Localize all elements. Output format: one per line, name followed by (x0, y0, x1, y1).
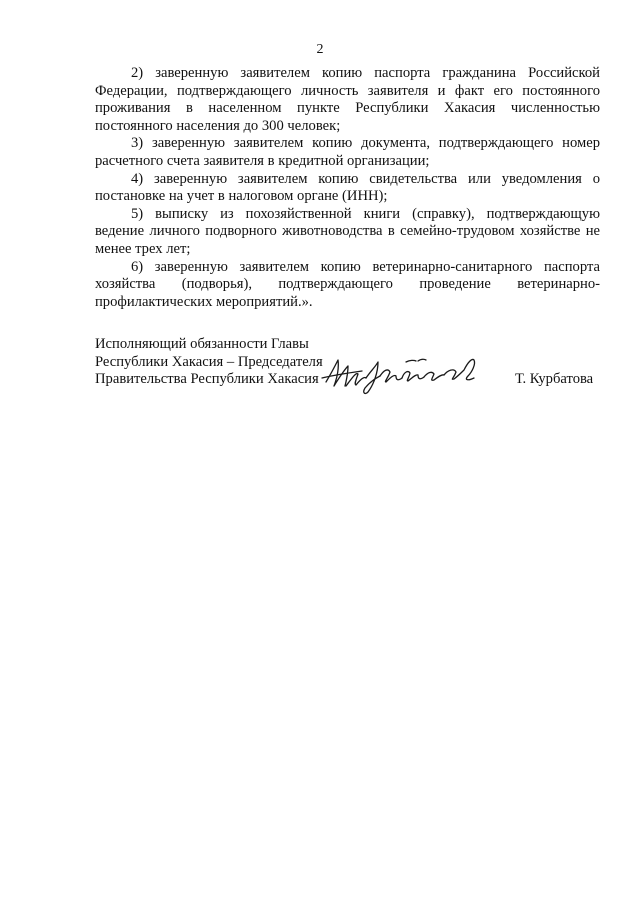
signatory-name: Т. Курбатова (515, 371, 594, 387)
document-body (95, 65, 600, 311)
handwritten-signature (318, 348, 493, 396)
list-item-2: 2) заверенную заявителем копию паспорта гражданина Российской Федерации, подтверждающего личность заявителя и факт его постоянного проживания в населенном пункте Республики Хакасия численностью постоянного населения до 300 человек; (95, 65, 600, 134)
list-item-5: 5) выписку из похозяйственной книги (справку), подтверждающую ведение личного подворного животноводства в семейно-трудовом хозяйстве не менее трех лет; (95, 205, 600, 257)
list-item-6: 6) заверенную заявителем копию ветеринарно-санитарного паспорта хозяйства (подворья), подтверждающего проведение ветеринарно-профилактических мероприятий.». (95, 258, 600, 310)
signatory-position (95, 336, 323, 389)
position-line-3: Правительства Республики Хакасия (95, 371, 319, 387)
list-item-4: 4) заверенную заявителем копию свидетельства или уведомления о постановке на учет в налоговом органе (ИНН); (95, 170, 600, 205)
position-line-2: Республики Хакасия – Председателя (95, 353, 323, 370)
page-number: 2 (316, 42, 324, 57)
position-line-1: Исполняющий обязанности Главы (95, 336, 309, 352)
list-item-3: 3) заверенную заявителем копию документа, подтверждающего номер расчетного счета заявителя в кредитной организации; (95, 135, 600, 169)
